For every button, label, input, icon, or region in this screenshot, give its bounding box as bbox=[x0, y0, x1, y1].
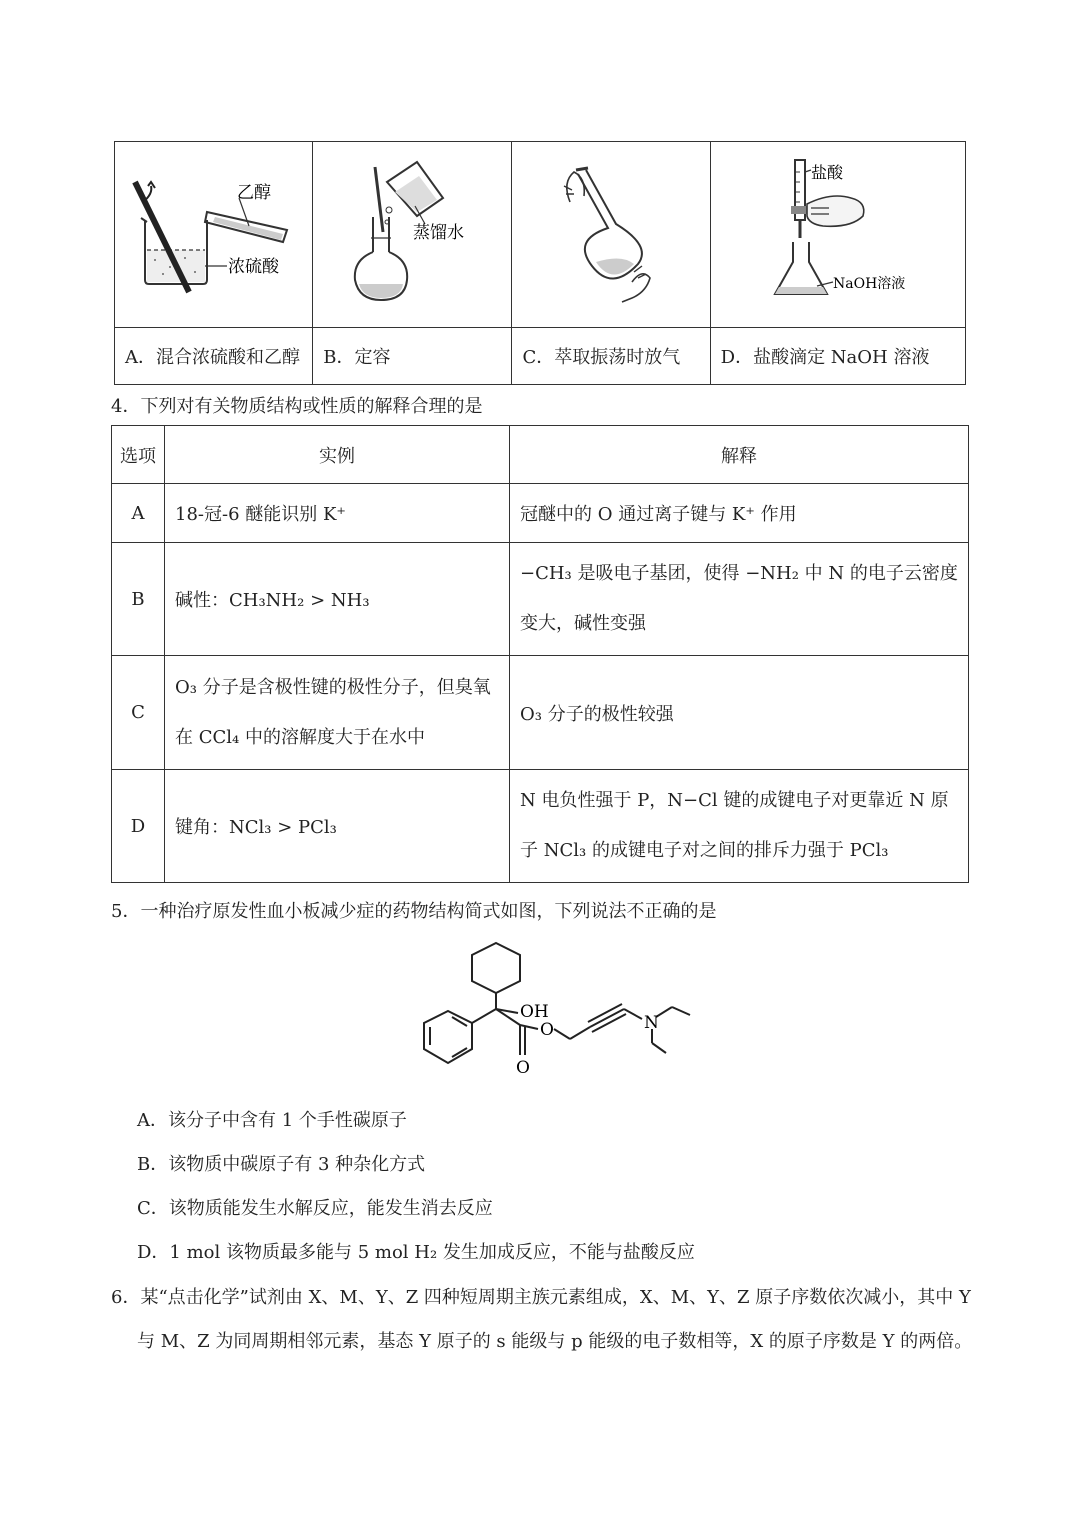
titration-illustration bbox=[711, 142, 965, 323]
header-option: 选项 bbox=[112, 426, 165, 484]
volumetric-flask-illustration bbox=[313, 142, 511, 323]
caption-c: C．萃取振荡时放气 bbox=[512, 328, 710, 385]
row-example: 碱性：CH₃NH₂ > NH₃ bbox=[165, 543, 510, 656]
label-distilled-water: 蒸馏水 bbox=[413, 223, 465, 243]
label-naoh-solution: NaOH溶液 bbox=[832, 276, 905, 292]
drug-structure-diagram bbox=[410, 935, 700, 1085]
mixing-beaker-illustration bbox=[115, 142, 312, 323]
apparatus-d-cell bbox=[710, 142, 965, 328]
q4-table bbox=[111, 425, 969, 883]
caption-a: A．混合浓硫酸和乙醇 bbox=[115, 328, 313, 385]
q4-header-row bbox=[112, 426, 969, 484]
apparatus-table bbox=[114, 141, 966, 385]
row-option: B bbox=[112, 543, 165, 656]
q5-option-d: D．1 mol 该物质最多能与 5 mol H₂ 发生加成反应，不能与盐酸反应 bbox=[137, 1242, 695, 1263]
row-option: C bbox=[112, 656, 165, 770]
table-row bbox=[112, 484, 969, 543]
q4-stem: 4．下列对有关物质结构或性质的解释合理的是 bbox=[111, 396, 483, 417]
apparatus-b-cell bbox=[313, 142, 512, 328]
carbonyl-o-label: O bbox=[516, 1058, 530, 1078]
table-row bbox=[112, 656, 969, 770]
row-option: A bbox=[112, 484, 165, 543]
label-conc-sulfuric: 浓硫酸 bbox=[228, 257, 279, 277]
caption-d: D．盐酸滴定 NaOH 溶液 bbox=[710, 328, 965, 385]
ester-o-label: O bbox=[540, 1020, 554, 1040]
q5-stem: 5．一种治疗原发性血小板减少症的药物结构简式如图，下列说法不正确的是 bbox=[111, 901, 717, 922]
apparatus-a-cell bbox=[115, 142, 313, 328]
separatory-funnel-illustration bbox=[512, 142, 709, 323]
table-row bbox=[112, 770, 969, 883]
q6-line1: 6．某“点击化学”试剂由 X、M、Y、Z 四种短周期主族元素组成，X、M、Y、Z 原子序数依次减小，其中 Y bbox=[111, 1287, 971, 1308]
q5-option-b: B．该物质中碳原子有 3 种杂化方式 bbox=[137, 1154, 426, 1175]
row-explanation: N 电负性强于 P，N−Cl 键的成键电子对更靠近 N 原子 NCl₃ 的成键电子对之间的排斥力强于 PCl₃ bbox=[510, 770, 969, 883]
row-explanation: −CH₃ 是吸电子基团，使得 −NH₂ 中 N 的电子云密度变大，碱性变强 bbox=[510, 543, 969, 656]
oh-label: OH bbox=[520, 1002, 549, 1022]
row-example: 18-冠-6 醚能识别 K⁺ bbox=[165, 484, 510, 543]
row-example: 键角：NCl₃ > PCl₃ bbox=[165, 770, 510, 883]
apparatus-c-cell bbox=[512, 142, 710, 328]
table-row bbox=[112, 543, 969, 656]
label-ethanol: 乙醇 bbox=[237, 183, 271, 203]
row-explanation: 冠醚中的 O 通过离子键与 K⁺ 作用 bbox=[510, 484, 969, 543]
caption-b: B．定容 bbox=[313, 328, 512, 385]
row-example: O₃ 分子是含极性键的极性分子，但臭氧在 CCl₄ 中的溶解度大于在水中 bbox=[165, 656, 510, 770]
n-label: N bbox=[644, 1013, 659, 1033]
row-option: D bbox=[112, 770, 165, 883]
row-explanation: O₃ 分子的极性较强 bbox=[510, 656, 969, 770]
q5-option-c: C．该物质能发生水解反应，能发生消去反应 bbox=[137, 1198, 493, 1219]
q5-option-a: A．该分子中含有 1 个手性碳原子 bbox=[137, 1110, 407, 1131]
header-explanation: 解释 bbox=[510, 426, 969, 484]
header-example: 实例 bbox=[165, 426, 510, 484]
label-hydrochloric-acid: 盐酸 bbox=[810, 163, 843, 182]
q6-line2: 与 M、Z 为同周期相邻元素，基态 Y 原子的 s 能级与 p 能级的电子数相等，X 的原子序数是 Y 的两倍。 bbox=[137, 1331, 973, 1352]
